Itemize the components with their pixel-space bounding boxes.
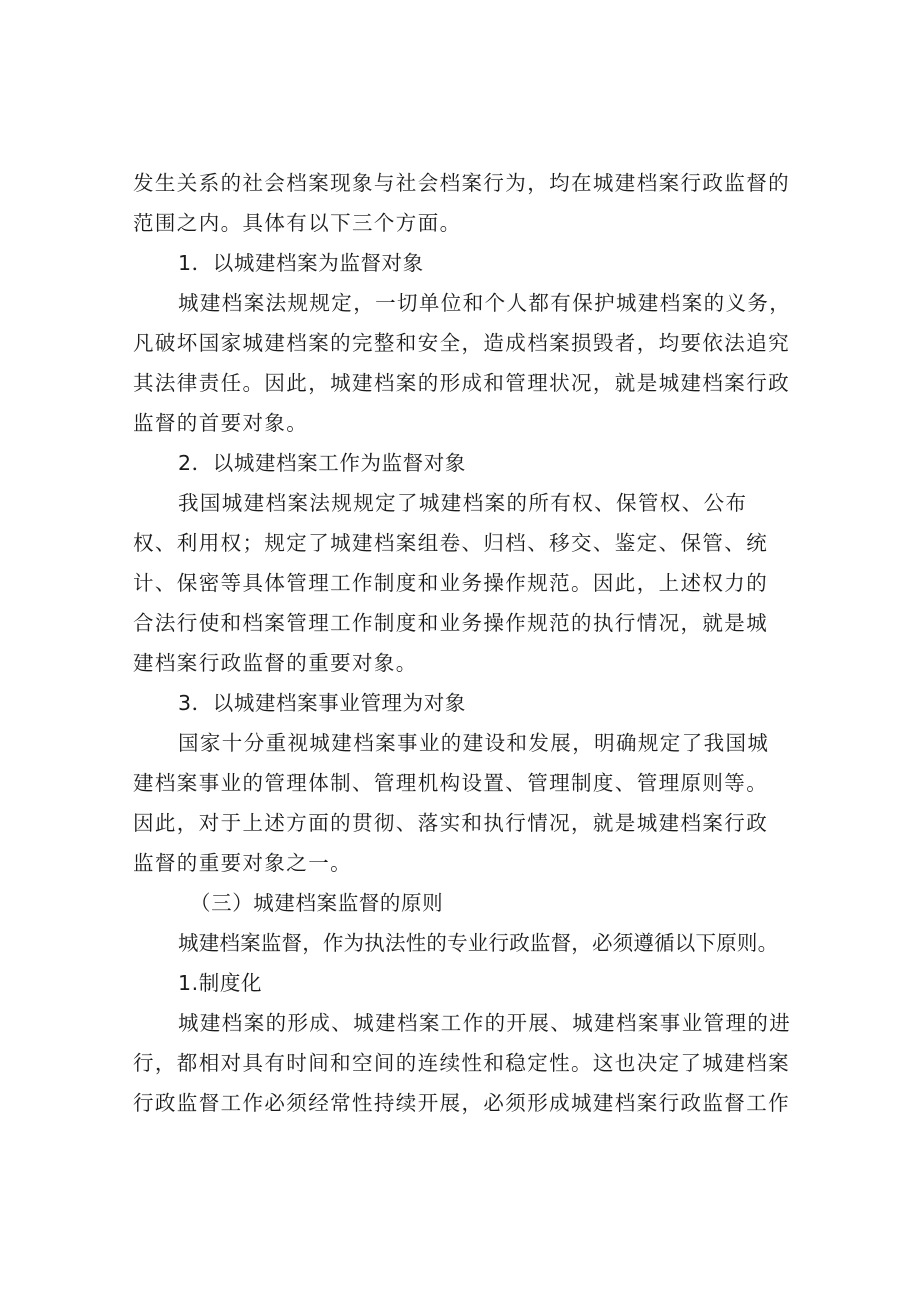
paragraph-line: 发生关系的社会档案现象与社会档案行为，均在城建档案行政监督的 [133,171,790,195]
paragraph-line: 城建档案法规规定，一切单位和个人都有保护城建档案的义务， [178,291,792,315]
paragraph-line: 权、利用权；规定了城建档案组卷、归档、移交、鉴定、保管、统 [133,531,769,555]
paragraph-line: 合法行使和档案管理工作制度和业务操作规范的执行情况，就是城 [133,611,769,635]
paragraph-line: 其法律责任。因此，城建档案的形成和管理状况，就是城建档案行政 [133,371,790,395]
section-heading: 3．以城建档案事业管理为对象 [178,691,466,715]
paragraph-line: 计、保密等具体管理工作制度和业务操作规范。因此，上述权力的 [133,571,769,595]
section-heading: 1.制度化 [178,971,263,995]
section-heading: 2．以城建档案工作为监督对象 [178,451,466,475]
paragraph-line: 范围之内。具体有以下三个方面。 [133,211,462,235]
paragraph-line: 行，都相对具有时间和空间的连续性和稳定性。这也决定了城建档案 [133,1051,790,1075]
paragraph-line: 监督的重要对象之一。 [133,851,352,875]
paragraph-line: 国家十分重视城建档案事业的建设和发展，明确规定了我国城 [178,731,770,755]
paragraph-line: 我国城建档案法规规定了城建档案的所有权、保管权、公布 [178,491,748,515]
paragraph-line: 凡破坏国家城建档案的完整和安全，造成档案损毁者，均要依法追究 [133,331,790,355]
paragraph-line: 城建档案监督，作为执法性的专业行政监督，必须遵循以下原则。 [178,931,779,955]
paragraph-line: 行政监督工作必须经常性持续开展，必须形成城建档案行政监督工作 [133,1091,790,1115]
section-heading: 1．以城建档案为监督对象 [178,251,424,275]
section-heading: （三）城建档案监督的原则 [190,891,444,915]
paragraph-line: 监督的首要对象。 [133,411,309,435]
paragraph-line: 因此，对于上述方面的贯彻、落实和执行情况，就是城建档案行政 [133,811,769,835]
paragraph-line: 建档案事业的管理体制、管理机构设置、管理制度、管理原则等。 [133,771,769,795]
paragraph-line: 城建档案的形成、城建档案工作的开展、城建档案事业管理的进 [178,1011,792,1035]
paragraph-line: 建档案行政监督的重要对象。 [133,651,418,675]
